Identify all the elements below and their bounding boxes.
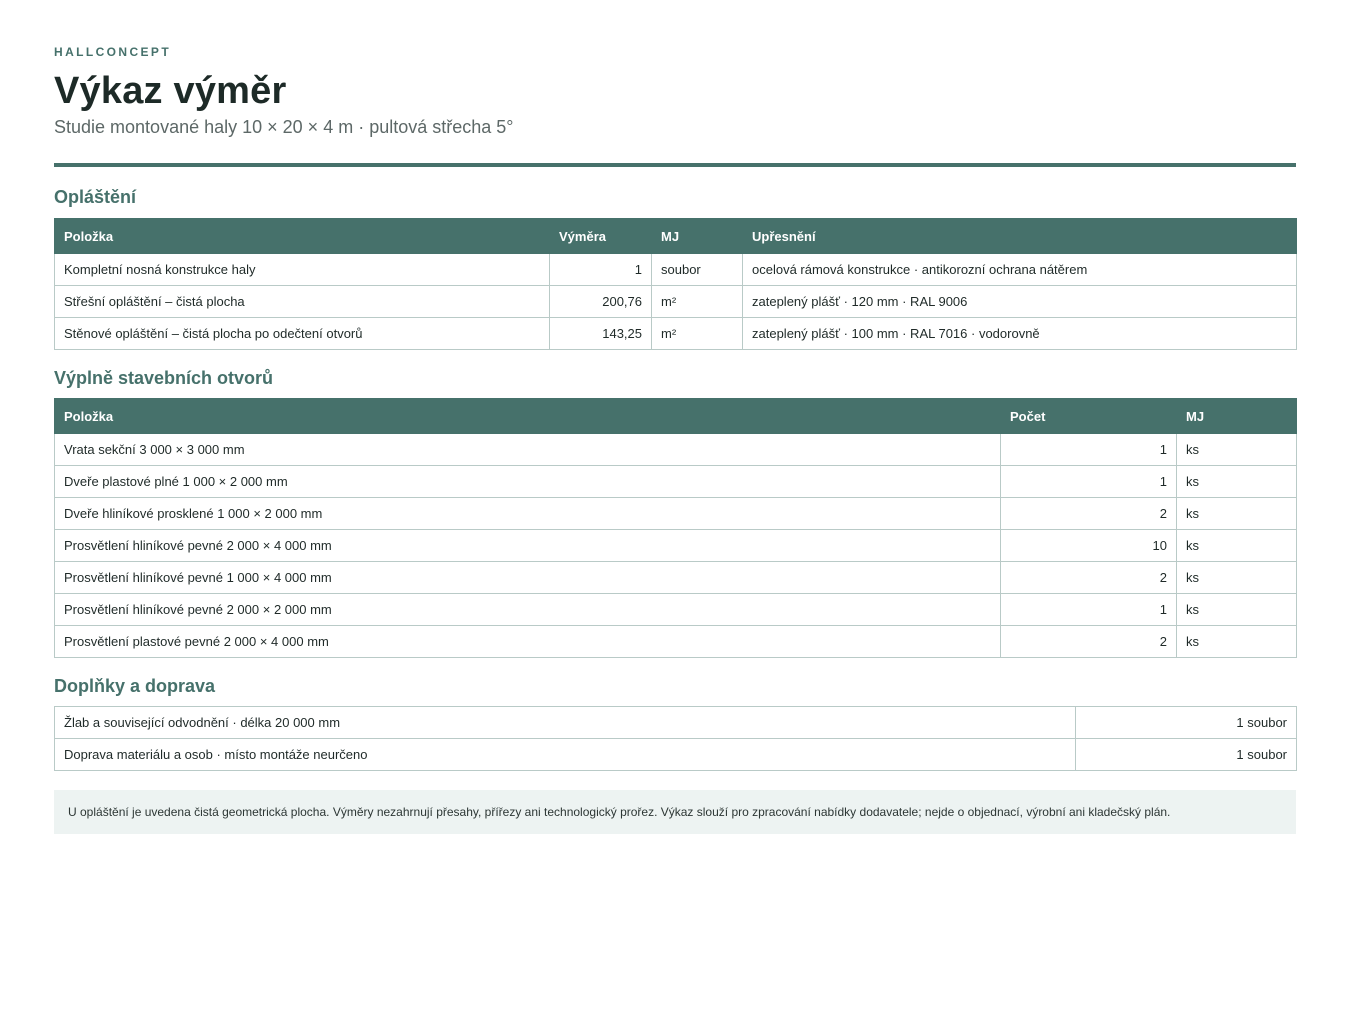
section-title-cladding: Opláštění	[54, 187, 137, 207]
cell-count: 1	[1001, 434, 1177, 466]
cell-item: Žlab a související odvodnění · délka 20 000 mm	[55, 707, 1076, 739]
cell-unit: soubor	[652, 254, 743, 286]
column-header-count: Počet	[1001, 399, 1177, 434]
table-row	[55, 530, 1297, 562]
cell-note: zateplený plášť · 100 mm · RAL 7016 · vodorovně	[743, 318, 1297, 350]
table-row	[55, 466, 1297, 498]
cell-quantity: 200,76	[550, 286, 652, 318]
cell-note: ocelová rámová konstrukce · antikorozní ochrana nátěrem	[743, 254, 1297, 286]
table-row	[55, 562, 1297, 594]
cell-unit: m²	[652, 286, 743, 318]
cell-unit: ks	[1177, 626, 1297, 658]
cell-item: Střešní opláštění – čistá plocha	[55, 286, 550, 318]
cell-count: 10	[1001, 530, 1177, 562]
table-row	[55, 434, 1297, 466]
table-header-row	[55, 399, 1297, 434]
cell-count: 1	[1001, 466, 1177, 498]
footnote: U opláštění je uvedena čistá geometrická plocha. Výměry nezahrnují přesahy, přířezy ani technologický prořez. Výkaz slouží pro zpracování nabídky dodavatele; nejde o objednací, výrobní ani kladečský plán.	[54, 790, 1296, 834]
cell-item: Vrata sekční 3 000 × 3 000 mm	[55, 434, 1001, 466]
table-header-row	[55, 219, 1297, 254]
column-header-note: Upřesnění	[743, 219, 1297, 254]
openings-table	[54, 398, 1297, 658]
table-row	[55, 286, 1297, 318]
cell-unit: ks	[1177, 530, 1297, 562]
cell-count: 2	[1001, 562, 1177, 594]
section-title-extras: Doplňky a doprava	[54, 676, 216, 696]
column-header-unit: MJ	[1177, 399, 1297, 434]
cell-item: Prosvětlení hliníkové pevné 2 000 × 4 000 mm	[55, 530, 1001, 562]
header-divider	[54, 163, 1296, 167]
cell-count: 1	[1001, 594, 1177, 626]
table-row	[55, 626, 1297, 658]
cell-unit: ks	[1177, 562, 1297, 594]
cell-quantity: 143,25	[550, 318, 652, 350]
cell-item: Prosvětlení hliníkové pevné 2 000 × 2 000 mm	[55, 594, 1001, 626]
cell-unit: m²	[652, 318, 743, 350]
page-subtitle: Studie montované haly 10 × 20 × 4 m · pultová střecha 5°	[54, 117, 514, 137]
table-row	[55, 498, 1297, 530]
cell-quantity: 1 soubor	[1076, 739, 1297, 771]
cladding-table	[54, 218, 1297, 350]
table-row	[55, 739, 1297, 771]
cell-unit: ks	[1177, 466, 1297, 498]
cell-count: 2	[1001, 498, 1177, 530]
cell-count: 2	[1001, 626, 1177, 658]
cell-unit: ks	[1177, 498, 1297, 530]
cell-item: Prosvětlení hliníkové pevné 1 000 × 4 000 mm	[55, 562, 1001, 594]
brand-label: HALLCONCEPT	[54, 45, 172, 59]
cell-quantity: 1	[550, 254, 652, 286]
table-row	[55, 254, 1297, 286]
table-row	[55, 707, 1297, 739]
table-row	[55, 594, 1297, 626]
cell-quantity: 1 soubor	[1076, 707, 1297, 739]
column-header-item: Položka	[55, 219, 550, 254]
cell-item: Dveře hliníkové prosklené 1 000 × 2 000 mm	[55, 498, 1001, 530]
cell-item: Stěnové opláštění – čistá plocha po odečtení otvorů	[55, 318, 550, 350]
section-title-openings: Výplně stavebních otvorů	[54, 368, 274, 388]
cell-unit: ks	[1177, 434, 1297, 466]
column-header-unit: MJ	[652, 219, 743, 254]
column-header-item: Položka	[55, 399, 1001, 434]
cell-item: Prosvětlení plastové pevné 2 000 × 4 000 mm	[55, 626, 1001, 658]
cell-item: Kompletní nosná konstrukce haly	[55, 254, 550, 286]
extras-table	[54, 706, 1297, 771]
cell-item: Doprava materiálu a osob · místo montáže neurčeno	[55, 739, 1076, 771]
table-row	[55, 318, 1297, 350]
page-title: Výkaz výměr	[54, 70, 287, 112]
cell-note: zateplený plášť · 120 mm · RAL 9006	[743, 286, 1297, 318]
cell-item: Dveře plastové plné 1 000 × 2 000 mm	[55, 466, 1001, 498]
column-header-quantity: Výměra	[550, 219, 652, 254]
cell-unit: ks	[1177, 594, 1297, 626]
document	[54, 44, 1296, 834]
